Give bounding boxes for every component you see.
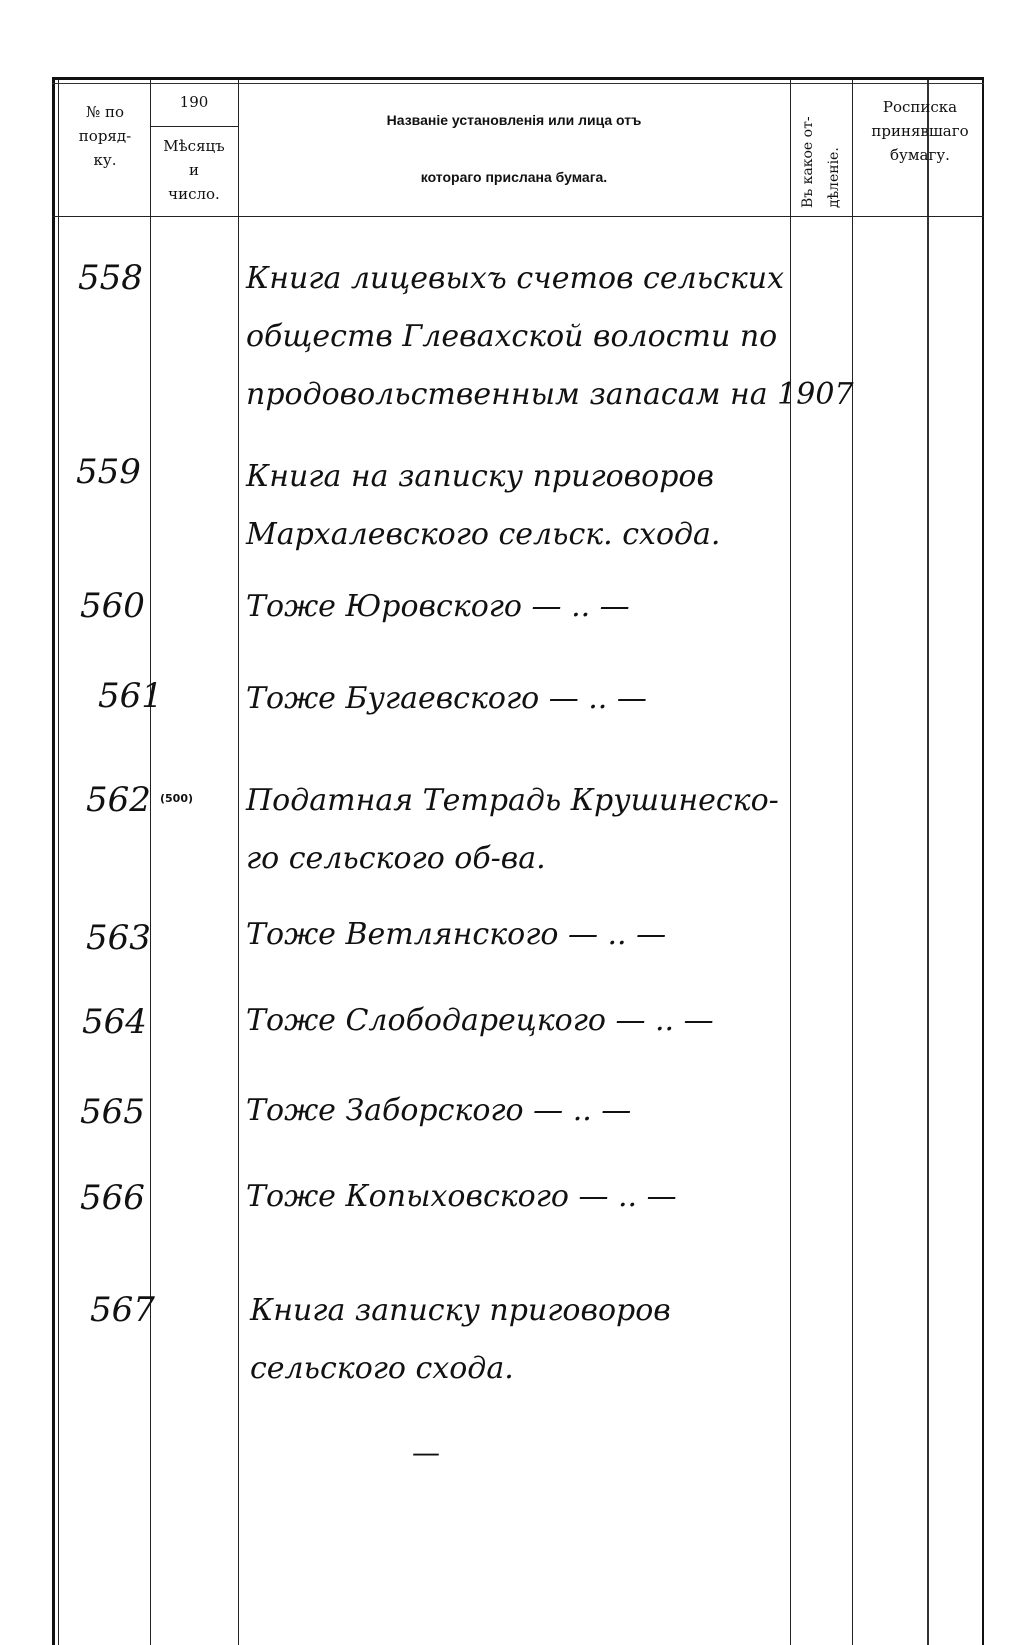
header-number-line: поряд-	[78, 127, 132, 145]
entry-number: 562	[86, 780, 151, 820]
entry-text	[250, 1282, 671, 1398]
header-dept-line1: Въ какое от-	[800, 116, 816, 208]
entry-text	[246, 448, 720, 564]
entry-line: Тоже Заборского — .. —	[246, 1093, 632, 1128]
entry-text	[246, 1082, 631, 1140]
frame-top-rule	[52, 83, 984, 84]
entry-text	[246, 670, 647, 728]
closing-mark: —	[412, 1436, 440, 1469]
entry-line: Книга записку приговоров	[250, 1293, 671, 1328]
date-header-divider	[150, 126, 238, 127]
entry-date-note: (500)	[160, 792, 194, 805]
entry-text	[246, 250, 854, 424]
entry-line: Мархалевского сельск. схода.	[246, 517, 721, 552]
header-receipt-column	[856, 95, 984, 167]
entry-number: 563	[86, 918, 151, 958]
header-number-column	[60, 100, 150, 172]
entry-text	[246, 1168, 677, 1226]
header-name-line2: котораго прислана бумага.	[420, 169, 608, 185]
header-receipt-line: принявшаго	[871, 122, 969, 140]
header-name-line1: Названіе установленія или лица отъ	[386, 112, 642, 128]
column-rule-receipt	[927, 80, 929, 1645]
frame-double-rule	[58, 80, 59, 1645]
entry-number: 558	[78, 258, 143, 298]
entry-line: Тоже Копыховского — .. —	[246, 1179, 677, 1214]
entry-line: Тоже Слободарецкого — .. —	[246, 1003, 714, 1038]
entry-line: Податная Тетрадь Крушинеско-	[246, 783, 779, 818]
entry-line: го сельского об-ва.	[246, 841, 546, 876]
header-date-column	[150, 134, 238, 206]
entry-line: сельского схода.	[250, 1351, 514, 1386]
entry-text	[246, 772, 779, 888]
header-dept-line2: дѣленіе.	[826, 147, 842, 208]
entry-number: 560	[80, 586, 145, 626]
header-date-year: 190	[179, 93, 209, 111]
entry-line: Тоже Ветлянского — .. —	[246, 917, 667, 952]
entry-number: 561	[98, 676, 163, 716]
column-rule-number	[150, 80, 151, 1645]
entry-line: продовольственным запасам на 1907	[246, 377, 854, 412]
entry-line: Тоже Юровского — .. —	[246, 589, 630, 624]
header-number-line: ку.	[93, 151, 117, 169]
entry-text	[246, 992, 714, 1050]
entry-number: 565	[80, 1092, 145, 1132]
header-receipt-line: бумагу.	[890, 146, 950, 164]
entry-line: Книга на записку приговоров	[246, 459, 714, 494]
header-receipt-line: Росписка	[882, 98, 958, 116]
entry-text	[246, 578, 630, 636]
entry-number: 564	[82, 1002, 147, 1042]
entry-line: обществ Глевахской волости по	[246, 319, 778, 354]
entry-number: 559	[76, 452, 141, 492]
entry-text	[246, 906, 666, 964]
entry-number: 567	[90, 1290, 155, 1330]
header-date-line: и	[189, 161, 199, 179]
header-date-line: число.	[168, 185, 220, 203]
column-rule-date	[238, 80, 239, 1645]
header-date-line: Мѣсяцъ	[163, 137, 225, 155]
header-number-line: № по	[86, 103, 124, 121]
entry-line: Книга лицевыхъ счетов сельских	[246, 261, 785, 296]
entry-line: Тоже Бугаевского — .. —	[246, 681, 647, 716]
entry-number: 566	[80, 1178, 145, 1218]
header-bottom-rule	[52, 216, 984, 217]
